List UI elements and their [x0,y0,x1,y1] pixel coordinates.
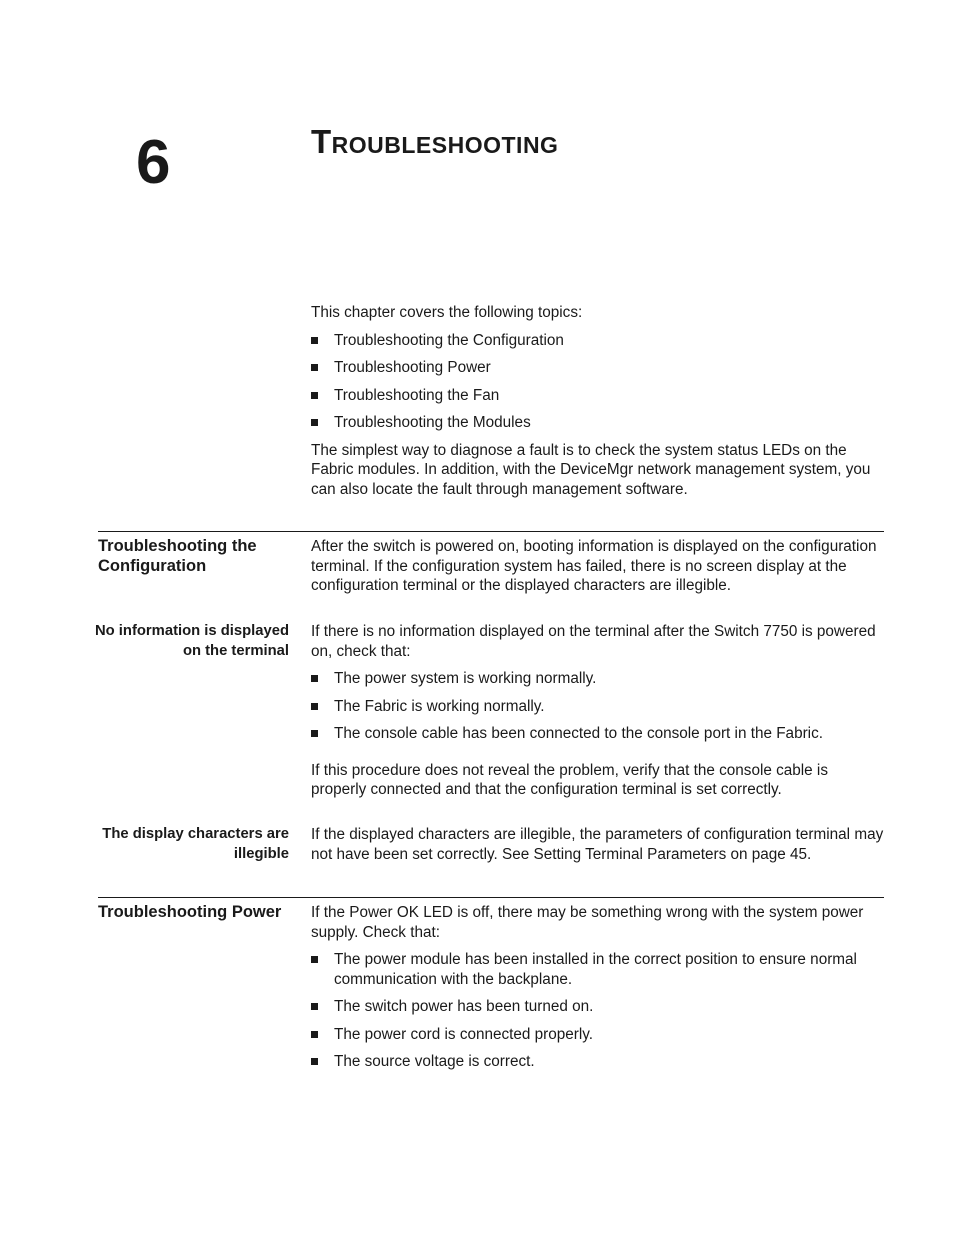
subheading-no-information: No information is displayed on the terminal [94,623,289,659]
list-item: The switch power has been turned on. [311,997,886,1017]
power-lead: If the Power OK LED is off, there may be something wrong with the system power supply. Check that: [311,904,864,941]
no-info-lead: If there is no information displayed on the terminal after the Switch 7750 is powered on, check that: [311,623,876,660]
list-item: The power module has been installed in the correct position to ensure normal communication with the backplane. [311,950,886,989]
section-heading-configuration: Troubleshooting the Configuration [98,537,257,575]
section-heading-power: Troubleshooting Power [98,903,282,921]
bullet-icon [311,730,318,737]
list-item: The power cord is connected properly. [311,1025,886,1045]
list-item: The power system is working normally. [311,669,886,689]
bullet-icon [311,956,318,963]
bullet-icon [311,675,318,682]
config-paragraph: After the switch is powered on, booting information is displayed on the configuration terminal. If the configuration system has failed, there is no screen display at the configuration terminal or the displayed characters are illegible. [311,538,877,594]
intro-summary: The simplest way to diagnose a fault is to check the system status LEDs on the Fabric modules. In addition, with the DeviceMgr network management system, you can also locate the fault through management software. [311,441,871,498]
bullet-icon [311,392,318,399]
section-divider [98,897,884,898]
illegible-block [311,825,886,864]
chapter-title: Troubleshooting [311,123,559,160]
section-divider [98,531,884,532]
list-item: Troubleshooting the Modules [311,413,886,433]
intro-block [311,303,886,499]
bullet-icon [311,337,318,344]
no-info-check-list [311,669,886,744]
list-item: The source voltage is correct. [311,1052,886,1072]
no-info-block [311,622,886,800]
config-body [311,537,886,596]
subheading-illegible: The display characters are illegible [102,826,289,862]
illegible-paragraph: If the displayed characters are illegible, the parameters of configuration terminal may not have been set correctly. See Setting Terminal Parameters on page 45. [311,826,884,863]
topic-list [311,331,886,433]
bullet-icon [311,419,318,426]
list-item: Troubleshooting the Configuration [311,331,886,351]
bullet-icon [311,703,318,710]
intro-lead: This chapter covers the following topics: [311,304,583,321]
bullet-icon [311,1003,318,1010]
list-item: Troubleshooting the Fan [311,386,886,406]
bullet-icon [311,364,318,371]
list-item: The console cable has been connected to the console port in the Fabric. [311,724,886,744]
chapter-number: 6 [136,128,171,197]
list-item: The Fabric is working normally. [311,697,886,717]
no-info-followup: If this procedure does not reveal the problem, verify that the console cable is properly connected and that the configuration terminal is set correctly. [311,761,828,798]
bullet-icon [311,1031,318,1038]
list-item: Troubleshooting Power [311,358,886,378]
power-block [311,903,886,1072]
power-check-list [311,950,886,1072]
bullet-icon [311,1058,318,1065]
